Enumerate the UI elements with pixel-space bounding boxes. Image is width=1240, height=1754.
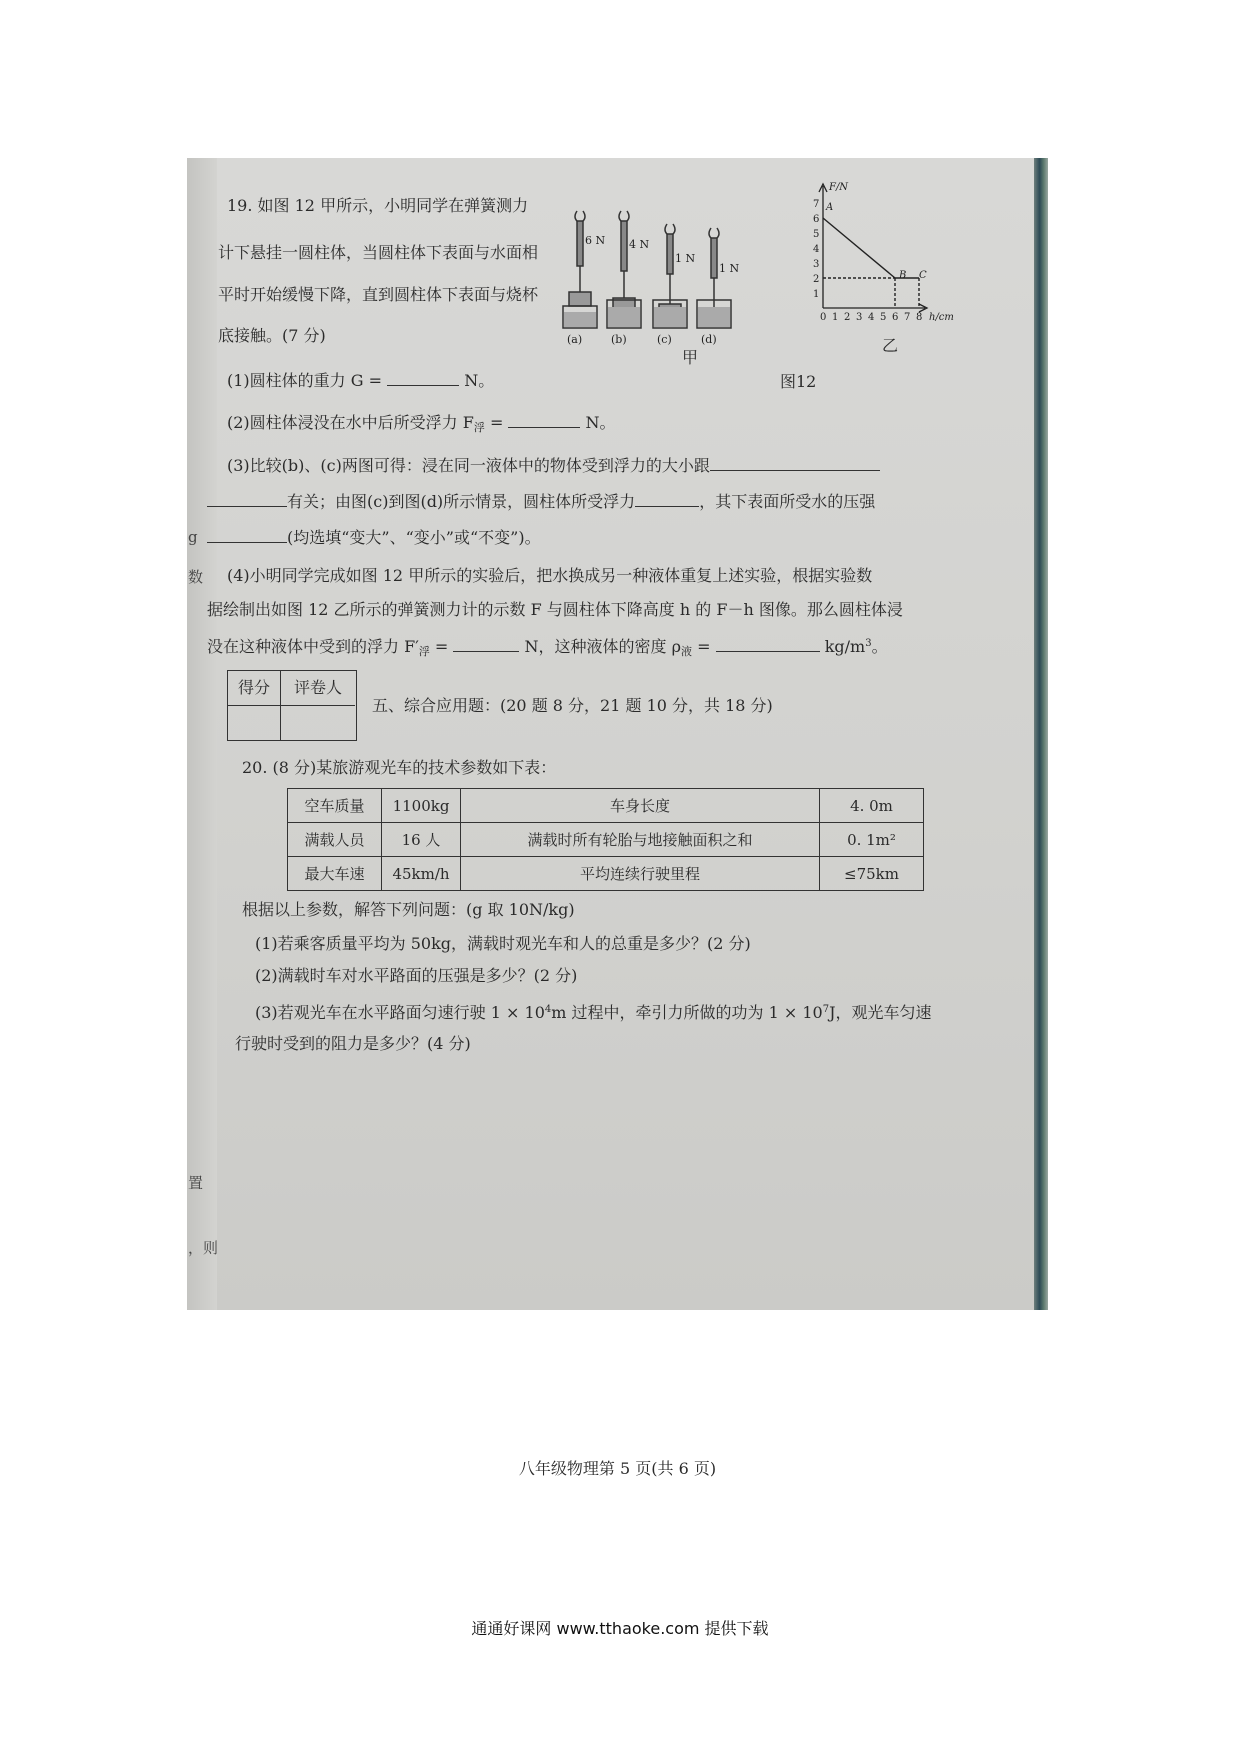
graph-xlabel: h/cm — [929, 312, 954, 323]
panel-label-d: (d) — [701, 333, 717, 346]
score-cell[interactable] — [228, 706, 281, 740]
force-label-c: 1 N — [675, 252, 696, 265]
grader-header: 评卷人 — [281, 671, 355, 706]
x-tick-label: 2 — [844, 312, 851, 323]
tech-params-table — [287, 788, 924, 891]
figure12-jia-label: 甲 — [682, 348, 699, 367]
answer-blank[interactable] — [207, 527, 287, 543]
score-header: 得分 — [228, 671, 281, 706]
margin-fragment: 数 — [188, 568, 204, 586]
q20-intro: 20. (8 分)某旅游观光车的技术参数如下表： — [242, 758, 557, 777]
panel-label-b: (b) — [611, 333, 627, 346]
figure12-jia-apparatus — [557, 206, 757, 346]
y-tick-label: 7 — [813, 199, 820, 210]
answer-blank[interactable] — [635, 491, 699, 507]
x-tick-label: 8 — [916, 312, 923, 323]
q20-sub3-line2: 行驶时受到的阻力是多少？(4 分) — [235, 1034, 471, 1053]
figure12-yi-graph — [807, 180, 967, 330]
answer-blank[interactable] — [508, 412, 580, 428]
x-tick-label: 0 — [820, 312, 827, 323]
q19-part1: (1)圆柱体的重力 G = N。 — [227, 371, 495, 390]
table-row: 满载人员 16 人 满载时所有轮胎与地接触面积之和 0. 1m² — [288, 823, 924, 857]
q19-part2: (2)圆柱体浸没在水中后所受浮力 $F_浮 = N$。 — [227, 413, 616, 434]
x-tick-label: 3 — [856, 312, 863, 323]
margin-fragment: 置 — [188, 1174, 204, 1192]
x-tick-label: 6 — [892, 312, 899, 323]
answer-blank[interactable] — [453, 636, 519, 652]
page-footer: 八年级物理第 5 页(共 6 页) — [518, 1459, 717, 1478]
table-row: 空车质量 1100kg 车身长度 4. 0m — [288, 789, 924, 823]
q19-part3-line3: (均选填“变大”、“变小”或“不变”)。 — [207, 527, 541, 548]
x-tick-label: 7 — [904, 312, 911, 323]
table-row: 最大车速 45km/h 平均连续行驶里程 ≤75km — [288, 857, 924, 891]
scanned-page-photo — [187, 158, 1048, 1478]
right-book-edge — [1034, 158, 1048, 1310]
q20-sub3-line1: (3)若观光车在水平路面匀速行驶 $1 \times 10^4m$ 过程中，牵引力所做的功为 $1 \times 10^7J$，观光车匀速 — [255, 1003, 932, 1022]
point-b-label: B — [899, 270, 907, 281]
y-tick-label: 3 — [813, 259, 820, 270]
force-label-b: 4 N — [629, 238, 650, 251]
x-tick-label: 4 — [868, 312, 875, 323]
margin-fragment: ，则 — [188, 1239, 219, 1257]
q19-intro-line3: 平时开始缓慢下降，直到圆柱体下表面与烧杯 — [218, 285, 539, 304]
q19-part4-line1: (4)小明同学完成如图 12 甲所示的实验后，把水换成另一种液体重复上述实验，根据实验数 — [227, 566, 873, 585]
force-label-d: 1 N — [719, 262, 740, 275]
q20-sub1: (1)若乘客质量平均为 50kg，满载时观光车和人的总重是多少？(2 分) — [255, 934, 751, 953]
q19-intro-line1: 19. 如图 12 甲所示，小明同学在弹簧测力 — [227, 196, 529, 215]
graph-ylabel: F/N — [829, 182, 849, 193]
download-credit: 通通好课网 www.tthaoke.com 提供下载 — [471, 1619, 769, 1638]
point-c-label: C — [919, 270, 927, 281]
answer-blank[interactable] — [710, 455, 880, 471]
force-label-a: 6 N — [585, 234, 606, 247]
panel-label-c: (c) — [657, 333, 672, 346]
grader-cell[interactable] — [281, 706, 355, 740]
answer-blank[interactable] — [387, 370, 459, 386]
answer-blank[interactable] — [716, 636, 820, 652]
figure12-yi-label: 乙 — [882, 336, 899, 355]
y-tick-label: 6 — [813, 214, 820, 225]
margin-fragment: g — [188, 528, 198, 546]
q19-part3-line1: (3)比较(b)、(c)两图可得：浸在同一液体中的物体受到浮力的大小跟 — [227, 455, 880, 476]
q19-intro-line4: 底接触。(7 分) — [218, 326, 326, 345]
x-tick-label: 1 — [832, 312, 839, 323]
graph-data-line — [823, 218, 895, 278]
q19-part4-line3: 没在这种液体中受到的浮力 $F'_浮 = N$，这种液体的密度 $\rho_液 = kg/m^3$。 — [207, 637, 888, 658]
q20-lead: 根据以上参数，解答下列问题：(g 取 10N/kg) — [242, 900, 575, 919]
answer-blank[interactable] — [207, 491, 287, 507]
point-a-label: A — [826, 202, 834, 213]
section5-heading: 五、综合应用题：(20 题 8 分，21 题 10 分，共 18 分) — [372, 696, 773, 715]
score-box — [227, 670, 357, 741]
q19-part3-line2: 有关；由图(c)到图(d)所示情景，圆柱体所受浮力 ，其下表面所受水的压强 — [207, 491, 875, 512]
figure12-caption: 图12 — [780, 372, 817, 391]
left-page-edge — [187, 158, 217, 1310]
q20-sub2: (2)满载时车对水平路面的压强是多少？(2 分) — [255, 966, 578, 985]
y-tick-label: 4 — [813, 244, 820, 255]
q19-part4-line2: 据绘制出如图 12 乙所示的弹簧测力计的示数 F 与圆柱体下降高度 h 的 F－h 图像。那么圆柱体浸 — [207, 600, 903, 619]
q19-intro-line2: 计下悬挂一圆柱体，当圆柱体下表面与水面相 — [218, 243, 539, 262]
y-tick-label: 5 — [813, 229, 820, 240]
y-tick-label: 1 — [813, 289, 820, 300]
panel-label-a: (a) — [567, 333, 583, 346]
x-tick-label: 5 — [880, 312, 887, 323]
y-tick-label: 2 — [813, 274, 820, 285]
